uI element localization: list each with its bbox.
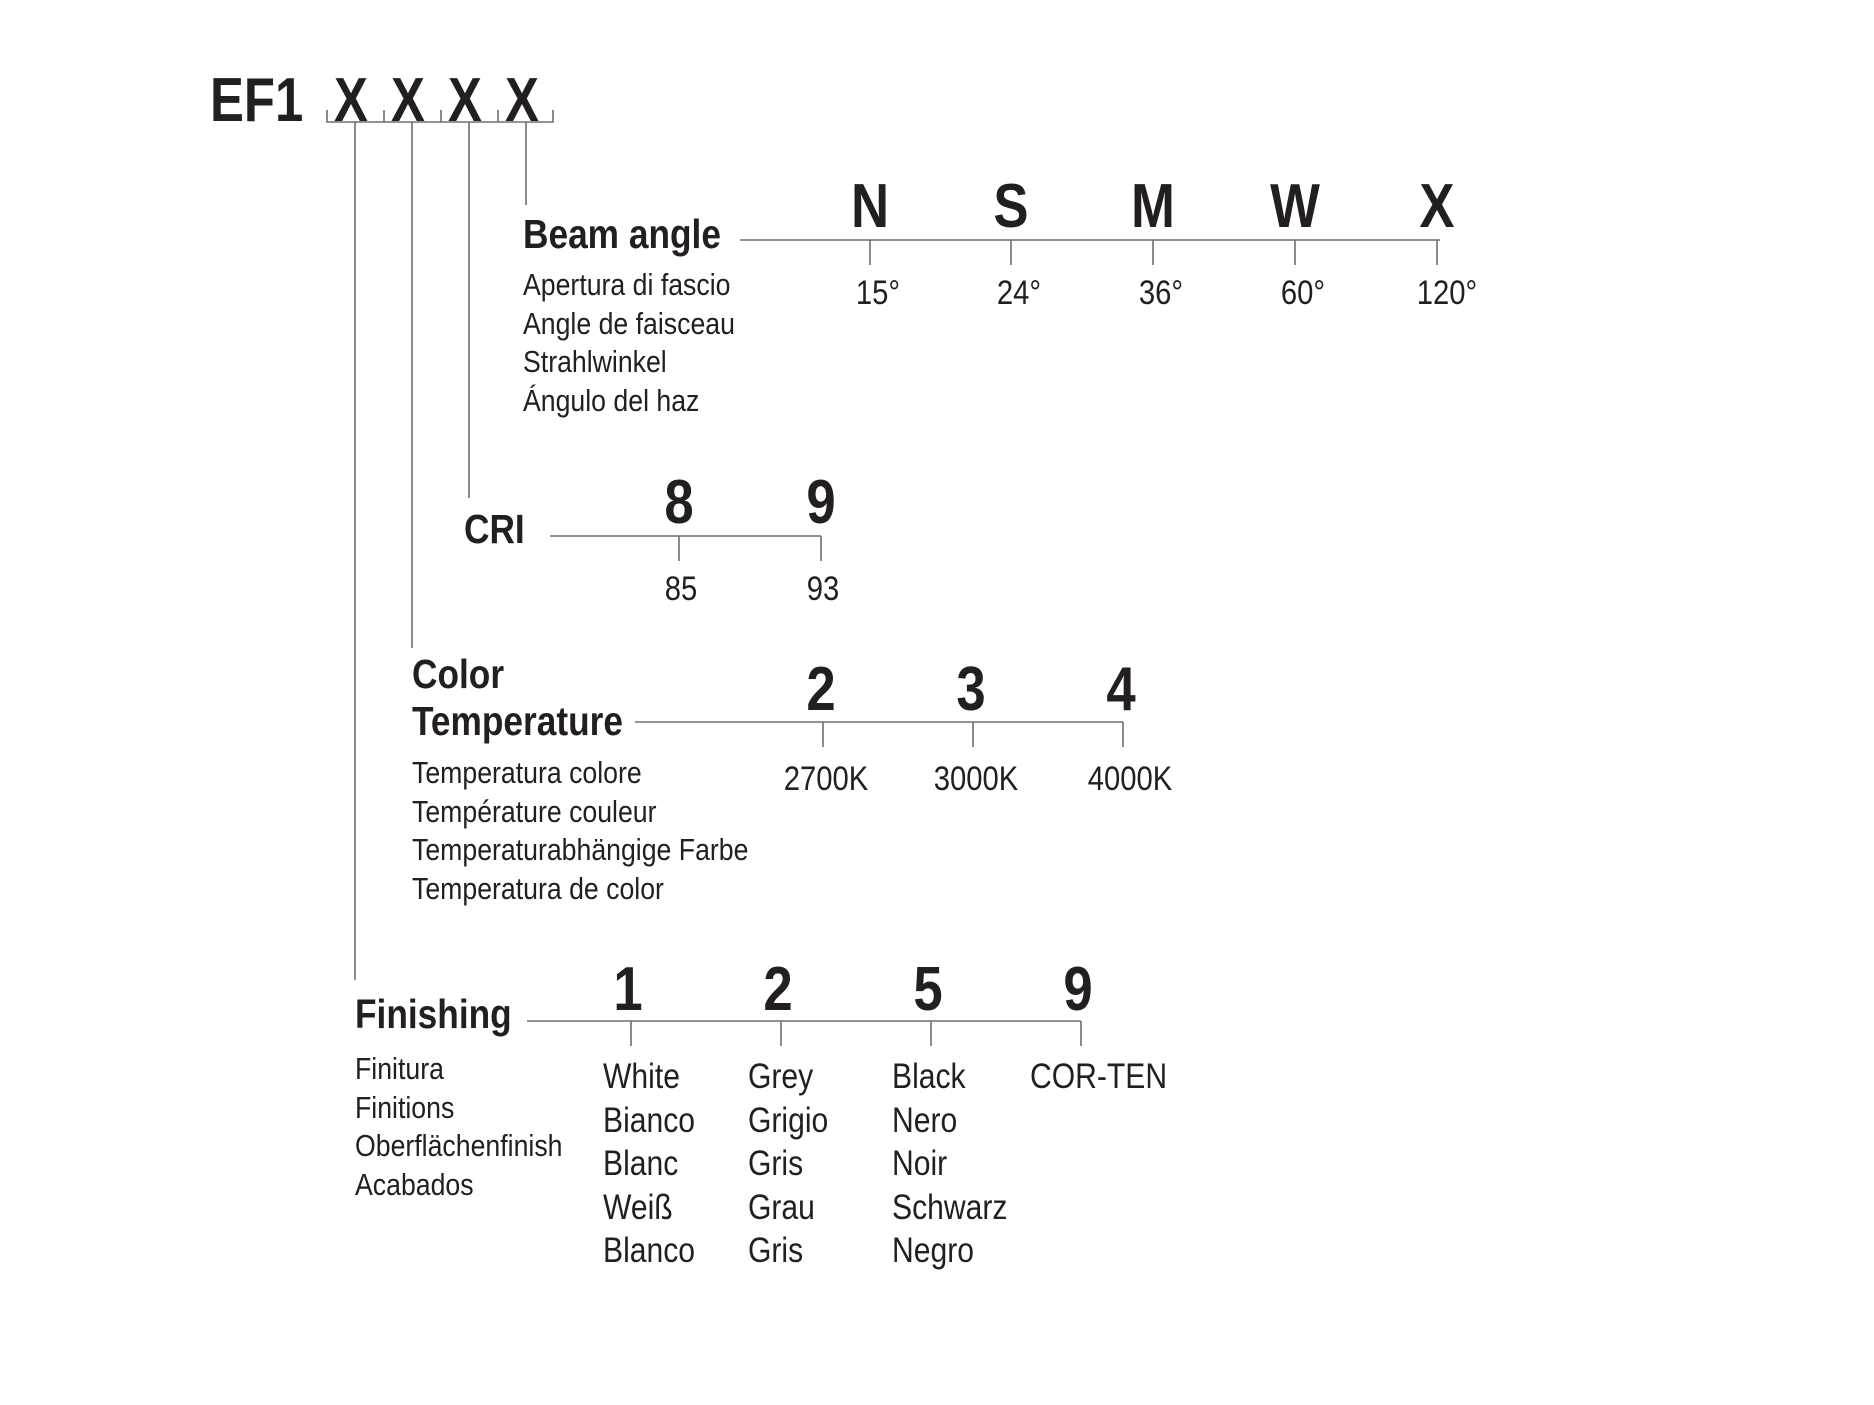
translation-it: Apertura di fascio: [523, 267, 731, 302]
finishing-name: Nero: [892, 1100, 958, 1140]
beam-code-s: S: [993, 172, 1029, 241]
finishing-name: Schwarz: [892, 1187, 1008, 1227]
finishing-name: Negro: [892, 1231, 974, 1270]
beam-value-n: 15°: [855, 274, 901, 312]
color-temperature-translations: [412, 754, 748, 908]
cri-code-8: 8: [664, 468, 694, 537]
finishing-name: COR-TEN: [1030, 1057, 1168, 1096]
color-temperature-heading: [412, 651, 623, 745]
translation-it: Finitura: [355, 1051, 444, 1086]
finishing-name: Gris: [748, 1231, 804, 1270]
finishing-code-9: 9: [1063, 955, 1093, 1024]
finishing-name: Blanco: [603, 1231, 696, 1270]
finishing-code-5: 5: [913, 955, 943, 1024]
beam-code-n: N: [850, 172, 890, 241]
translation-fr: Finitions: [355, 1089, 455, 1125]
translation-es: Ángulo del haz: [523, 382, 700, 418]
translation-de: Strahlwinkel: [523, 344, 667, 379]
finishing-name: Noir: [892, 1144, 948, 1183]
translation-fr: Angle de faisceau: [523, 305, 735, 341]
finishing-name: Grau: [748, 1187, 815, 1227]
finishing-translations: [355, 1050, 562, 1204]
finishing-name: White: [603, 1057, 680, 1096]
beam-value-w: 60°: [1280, 274, 1326, 312]
finishing-names-grey: [748, 1055, 828, 1273]
color-temperature-heading-line2: Temperature: [412, 698, 623, 745]
color-temperature-code-2: 2: [806, 655, 836, 724]
translation-es: Acabados: [355, 1166, 474, 1202]
color-temperature-value-2700k: 2700K: [783, 760, 869, 798]
code-prefix: EF1: [210, 66, 304, 135]
cri-value-85: 85: [664, 570, 698, 608]
finishing-names-corten: [1030, 1055, 1167, 1099]
beam-code-w: W: [1270, 172, 1320, 241]
beam-value-x: 120°: [1416, 274, 1478, 312]
beam-code-m: M: [1131, 172, 1175, 241]
finishing-name: Weiß: [603, 1187, 673, 1227]
finishing-code-2: 2: [763, 955, 793, 1024]
translation-es: Temperatura de color: [412, 870, 664, 906]
translation-fr: Température couleur: [412, 793, 657, 829]
finishing-name: Gris: [748, 1144, 804, 1183]
finishing-names-white: [603, 1055, 695, 1273]
finishing-names-black: [892, 1055, 1007, 1273]
finishing-name: Black: [892, 1057, 966, 1096]
finishing-name: Grigio: [748, 1100, 829, 1140]
beam-value-s: 24°: [996, 274, 1042, 312]
cri-value-93: 93: [806, 570, 840, 608]
finishing-code-1: 1: [613, 955, 643, 1024]
finishing-heading: Finishing: [355, 991, 512, 1037]
translation-de: Oberflächenfinish: [355, 1128, 563, 1163]
code-placeholder-beam-angle: X: [505, 66, 539, 135]
finishing-name: Grey: [748, 1057, 814, 1096]
finishing-name: Bianco: [603, 1100, 696, 1140]
code-placeholder-finishing: X: [334, 66, 368, 135]
color-temperature-code-3: 3: [956, 655, 986, 724]
color-temperature-value-4000k: 4000K: [1087, 760, 1173, 798]
beam-angle-translations: [523, 266, 735, 420]
beam-code-x: X: [1419, 172, 1455, 241]
beam-value-m: 36°: [1138, 274, 1184, 312]
color-temperature-heading-line1: Color: [412, 651, 505, 697]
cri-heading: CRI: [464, 506, 525, 552]
code-placeholder-cri: X: [448, 66, 482, 135]
finishing-name: Blanc: [603, 1144, 679, 1183]
color-temperature-code-4: 4: [1106, 655, 1136, 724]
translation-it: Temperatura colore: [412, 755, 642, 790]
cri-code-9: 9: [806, 468, 836, 537]
code-placeholder-color-temperature: X: [391, 66, 425, 135]
color-temperature-value-3000k: 3000K: [933, 760, 1019, 798]
translation-de: Temperaturabhängige Farbe: [412, 832, 749, 867]
beam-angle-heading: Beam angle: [523, 211, 721, 257]
